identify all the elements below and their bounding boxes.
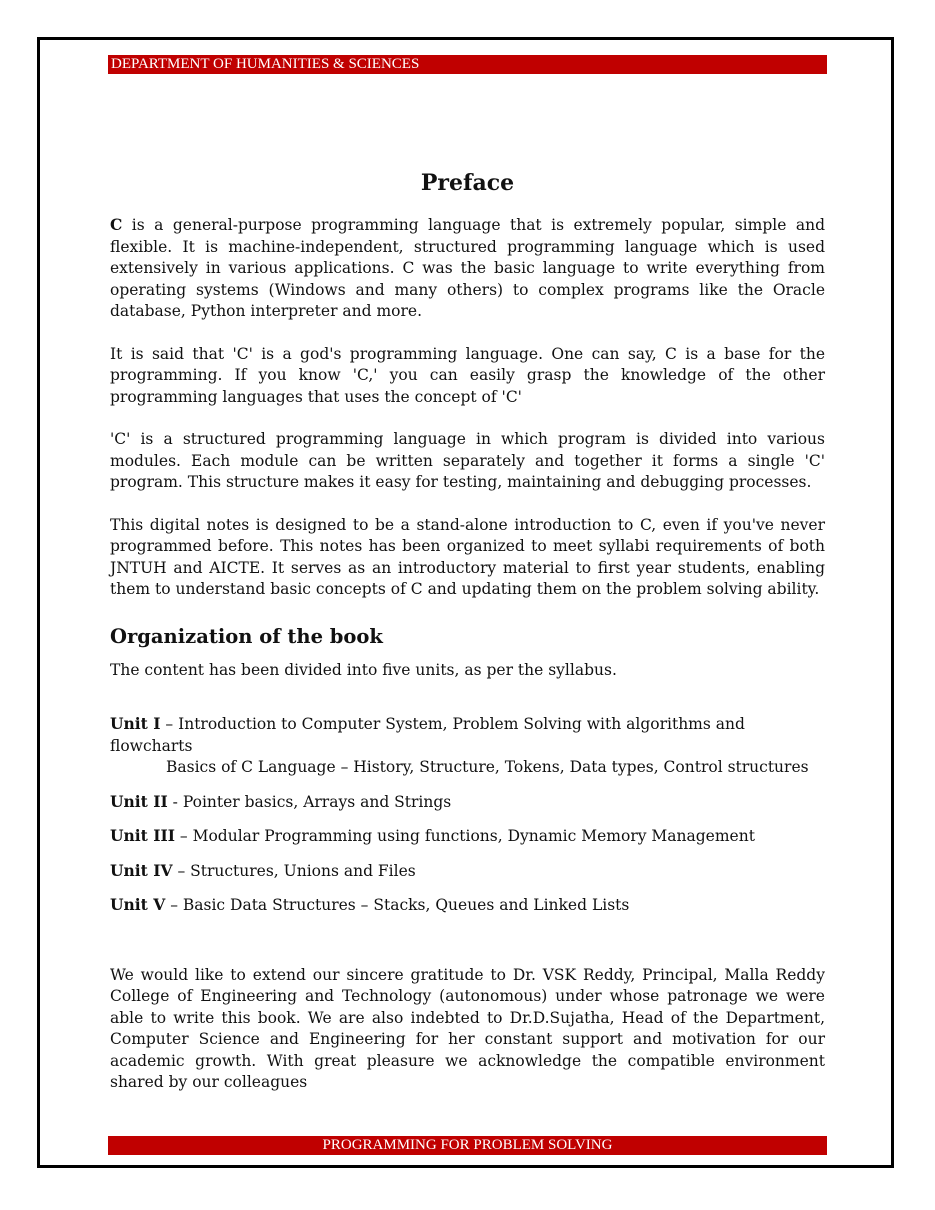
unit-description: – Basic Data Structures – Stacks, Queues and Linked Lists (165, 896, 630, 914)
unit-item (110, 894, 825, 917)
unit-description: – Introduction to Computer System, Problem Solving with algorithms and flowcharts (110, 715, 745, 755)
preface-paragraph-2: It is said that 'C' is a god's programming language. One can say, C is a base for the programming. If you know 'C,' you can easily grasp the knowledge of the other programming languages that uses the concept of 'C' (110, 344, 825, 406)
unit-item (110, 791, 825, 814)
unit-description-continued: Basics of C Language – History, Structure, Tokens, Data types, Control structures (166, 758, 809, 776)
unit-description: – Structures, Unions and Files (172, 861, 416, 880)
preface-paragraph-4: This digital notes is designed to be a stand-alone introduction to C, even if you've never programmed before. This notes has been organized to meet syllabi requirements of both JNTUH and AICTE. It serves as an introductory material to first year students, enabling them to understand basic concepts of C and updating them on the problem solving ability. (110, 515, 825, 598)
unit-description: – Modular Programming using functions, Dynamic Memory Management (174, 827, 755, 845)
organization-intro: The content has been divided into five units, as per the syllabus. (110, 660, 617, 679)
header-bar (108, 55, 827, 74)
course-title: PROGRAMMING FOR PROBLEM SOLVING (322, 1137, 613, 1153)
acknowledgement-paragraph: We would like to extend our sincere gratitude to Dr. VSK Reddy, Principal, Malla Reddy College of Engineering and Technology (autonomous) under whose patronage we were able to write this book. We are also indebted to Dr.D.Sujatha, Head of the Department, Computer Science and Engineering for her constant support and motivation for our academic growth. With great pleasure we acknowledge the compatible environment shared by our colleagues (110, 965, 825, 1091)
unit-label: Unit I (110, 714, 161, 733)
unit-label: Unit V (110, 895, 166, 914)
unit-item (110, 713, 825, 779)
footer-bar (108, 1136, 827, 1155)
preface-title: Preface (420, 170, 515, 196)
unit-label: Unit II (110, 791, 168, 811)
preface-paragraph-3: 'C' is a structured programming language in which program is divided into various modules. Each module can be written separately and together it forms a single 'C' program. This structure makes it easy for testing, maintaining and debugging processes. (110, 430, 825, 491)
unit-label: Unit III (110, 826, 175, 845)
preface-paragraph-1-text: is a general-purpose programming language that is extremely popular, simple and flexible. It is machine-independent, structured programming language which is used extensively in various applications. C was the basic language to write everything from operating systems (Windows and many others) to complex programs like the Oracle database, Python interpreter and more. (110, 216, 825, 320)
department-title: DEPARTMENT OF HUMANITIES & SCIENCES (111, 56, 420, 72)
organization-heading: Organization of the book (110, 624, 383, 648)
unit-description: - Pointer basics, Arrays and Strings (167, 792, 452, 811)
preface-paragraph-1 (110, 214, 825, 323)
preface-lead-letter: C (110, 215, 123, 234)
page-content (110, 170, 825, 1094)
unit-item (110, 860, 825, 883)
unit-label: Unit IV (110, 860, 173, 880)
unit-list (110, 713, 825, 917)
unit-item (110, 825, 825, 848)
